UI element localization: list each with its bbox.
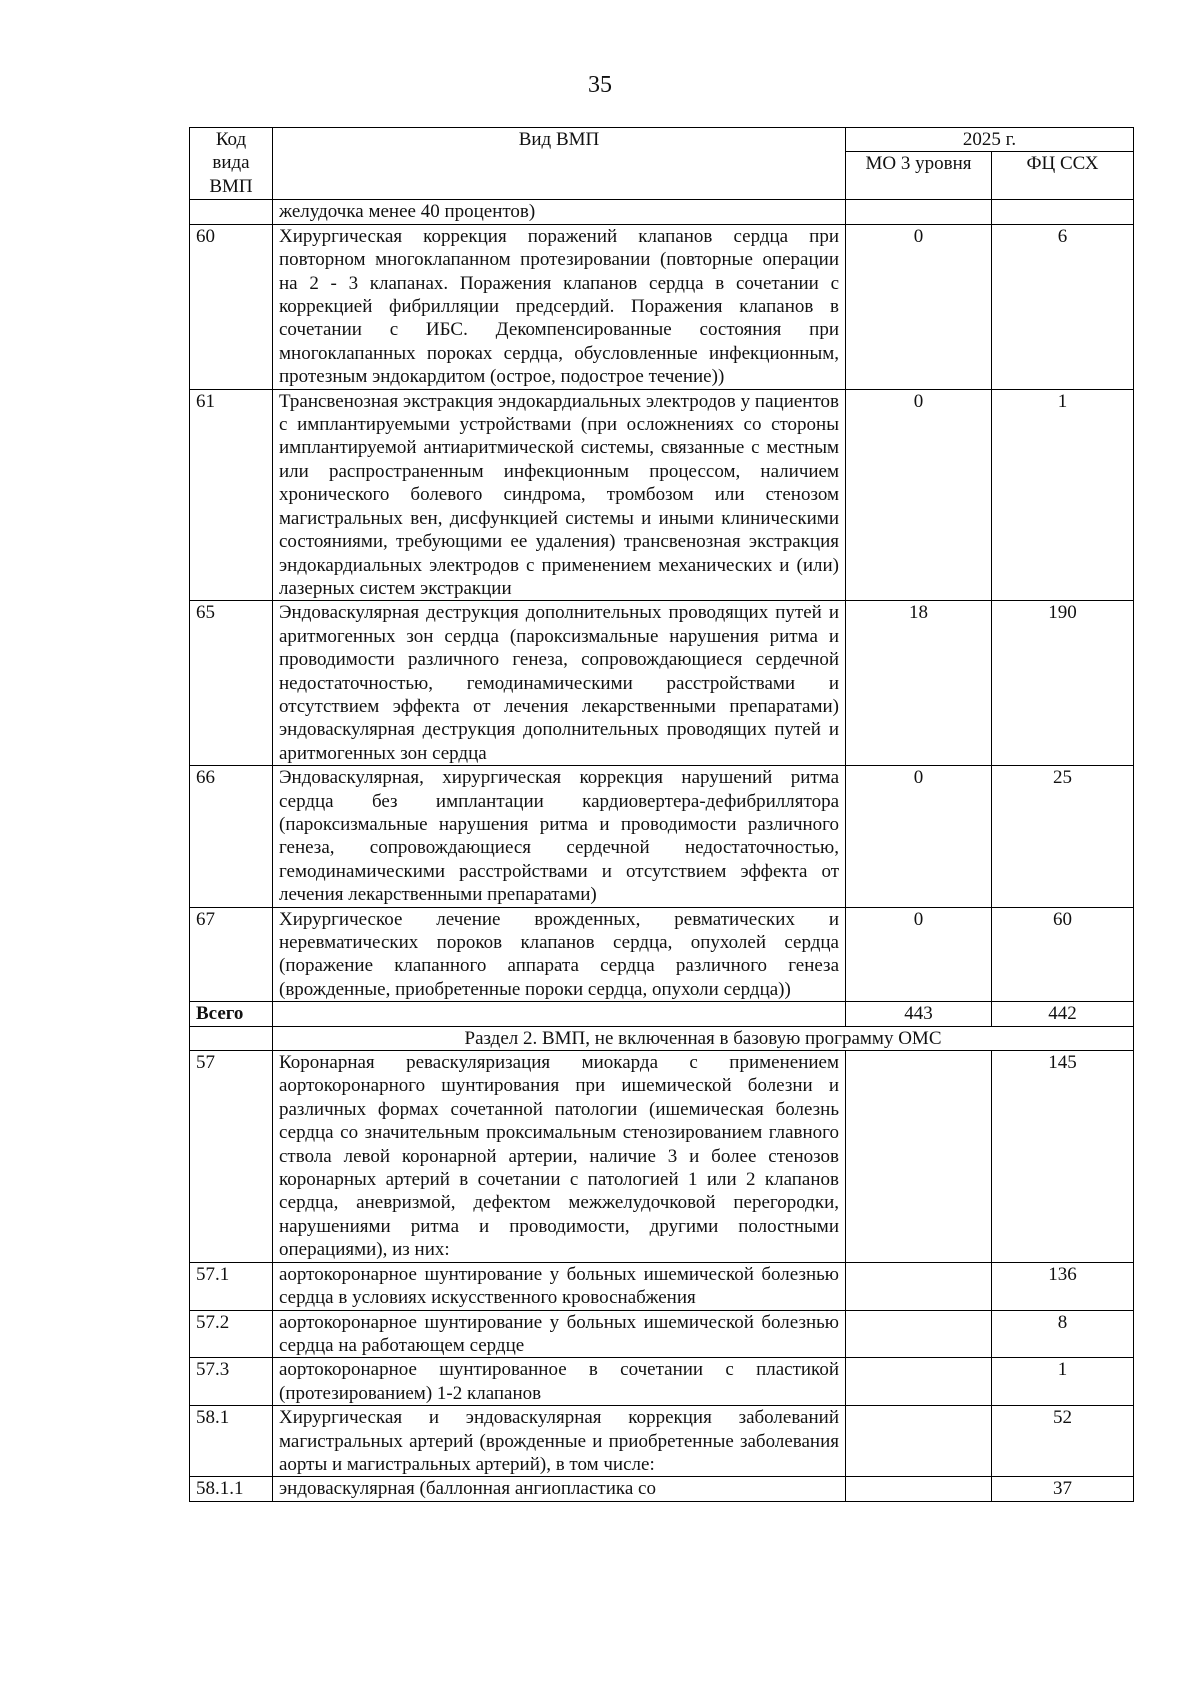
row-fc: 37 <box>992 1477 1134 1501</box>
page-number: 35 <box>588 72 612 98</box>
row-mo <box>846 1406 992 1477</box>
row-code: 58.1 <box>190 1406 273 1477</box>
header-fc: ФЦ ССХ <box>992 152 1134 200</box>
row-mo <box>846 1051 992 1263</box>
row-mo: 0 <box>846 766 992 907</box>
header-mo: МО 3 уровня <box>846 152 992 200</box>
row-fc: 25 <box>992 766 1134 907</box>
table-row <box>190 907 1134 1002</box>
row-fc: 6 <box>992 224 1134 389</box>
row-mo <box>846 1358 992 1406</box>
row-code: 58.1.1 <box>190 1477 273 1501</box>
row-mo: 0 <box>846 224 992 389</box>
row-mo <box>846 1310 992 1358</box>
row-code: 66 <box>190 766 273 907</box>
row-name: Хирургическая коррекция поражений клапанов сердца при повторном многоклапанном протезировании (повторные операции на 2 - 3 клапанах. Поражения клапанов сердца в сочетании с коррекцией фибрилляции предсердий. Поражения клапанов в сочетании с ИБС. Декомпенсированные состояния при многоклапанных пороках сердца, обусловленные инфекционным, протезным эндокардитом (острое, подострое течение)) <box>273 224 846 389</box>
table-row <box>190 1358 1134 1406</box>
row-name: аортокоронарное шунтирование у больных ишемической болезнью сердца в условиях искусственного кровоснабжения <box>273 1262 846 1310</box>
table-row <box>190 224 1134 389</box>
row-fc: 60 <box>992 907 1134 1002</box>
total-fc: 442 <box>992 1002 1134 1026</box>
row-name: Эндоваскулярная, хирургическая коррекция нарушений ритма сердца без имплантации кардиовертера-дефибриллятора (пароксизмальные нарушения ритма и проводимости различного генеза, сопровождающиеся сердечной недостаточностью, гемодинамическими расстройствами и отсутствием эффекта от лечения лекарственными препаратами) <box>273 766 846 907</box>
row-mo: 18 <box>846 601 992 766</box>
total-row <box>190 1002 1134 1026</box>
row-fc: 8 <box>992 1310 1134 1358</box>
section-title: Раздел 2. ВМП, не включенная в базовую программу ОМС <box>273 1026 1134 1050</box>
table-row <box>190 1310 1134 1358</box>
row-code: 61 <box>190 389 273 601</box>
header-year: 2025 г. <box>846 128 1134 152</box>
table-row <box>190 1477 1134 1501</box>
vmp-table <box>189 127 1134 1502</box>
row-code: 67 <box>190 907 273 1002</box>
row-fc: 190 <box>992 601 1134 766</box>
row-code: 60 <box>190 224 273 389</box>
section-spacer <box>190 1026 273 1050</box>
row-name: эндоваскулярная (баллонная ангиопластика со <box>273 1477 846 1501</box>
row-fc: 52 <box>992 1406 1134 1477</box>
header-name: Вид ВМП <box>273 128 846 200</box>
row-name: Эндоваскулярная деструкция дополнительных проводящих путей и аритмогенных зон сердца (пароксизмальные нарушения ритма и проводимости различного генеза, сопровождающиеся сердечной недостаточностью, гемодинамическими расстройствами и отсутствием эффекта от лечения лекарственными препаратами) эндоваскулярная деструкция дополнительных проводящих путей и аритмогенных зон сердца <box>273 601 846 766</box>
row-fc: 1 <box>992 389 1134 601</box>
row-name: Трансвенозная экстракция эндокардиальных электродов у пациентов с имплантируемыми устройствами (при осложнениях со стороны имплантируемой антиаритмической системы, связанные с местным или распространенным инфекционным процессом, наличием хронического болевого синдрома, тромбозом или стенозом магистральных вен, дисфункцией системы и иными клиническими состояниями, требующими ее удаления) трансвенозная экстракция эндокардиальных электродов с применением механических и (или) лазерных систем экстракции <box>273 389 846 601</box>
total-label: Всего <box>190 1002 273 1026</box>
header-code: Код вида ВМП <box>190 128 273 200</box>
continuation-row <box>190 200 1134 224</box>
row-name: Хирургическая и эндоваскулярная коррекция заболеваний магистральных артерий (врожденные и приобретенные заболевания аорты и магистральных артерий), в том числе: <box>273 1406 846 1477</box>
continuation-fc <box>992 200 1134 224</box>
table-row <box>190 601 1134 766</box>
table-row <box>190 766 1134 907</box>
row-name: Коронарная реваскуляризация миокарда с применением аортокоронарного шунтирования при ишемической болезни и различных формах сочетанной патологии (ишемическая болезнь сердца со значительным проксимальным стенозированием главного ствола левой коронарной артерии, наличие 3 и более стенозов коронарных артерий в сочетании с патологией 1 или 2 клапанов сердца, аневризмой, дефектом межжелудочковой перегородки, нарушениями ритма и проводимости, другими полостными операциями), из них: <box>273 1051 846 1263</box>
continuation-code <box>190 200 273 224</box>
row-name: аортокоронарное шунтированное в сочетании с пластикой (протезированием) 1-2 клапанов <box>273 1358 846 1406</box>
row-code: 65 <box>190 601 273 766</box>
total-mo: 443 <box>846 1002 992 1026</box>
row-fc: 136 <box>992 1262 1134 1310</box>
continuation-text: желудочка менее 40 процентов) <box>273 200 846 224</box>
section-row <box>190 1026 1134 1050</box>
row-fc: 145 <box>992 1051 1134 1263</box>
row-name: аортокоронарное шунтирование у больных ишемической болезнью сердца на работающем сердце <box>273 1310 846 1358</box>
continuation-mo <box>846 200 992 224</box>
table-row <box>190 1051 1134 1263</box>
row-fc: 1 <box>992 1358 1134 1406</box>
row-mo: 0 <box>846 389 992 601</box>
row-code: 57.3 <box>190 1358 273 1406</box>
table-row <box>190 389 1134 601</box>
header-row <box>190 128 1134 152</box>
table-row <box>190 1406 1134 1477</box>
row-mo <box>846 1477 992 1501</box>
table-row <box>190 1262 1134 1310</box>
total-spacer <box>273 1002 846 1026</box>
row-name: Хирургическое лечение врожденных, ревматических и неревматических пороков клапанов сердца, опухолей сердца (поражение клапанного аппарата сердца различного генеза (врожденные, приобретенные пороки сердца, опухоли сердца)) <box>273 907 846 1002</box>
row-mo: 0 <box>846 907 992 1002</box>
row-code: 57.2 <box>190 1310 273 1358</box>
row-mo <box>846 1262 992 1310</box>
row-code: 57 <box>190 1051 273 1263</box>
row-code: 57.1 <box>190 1262 273 1310</box>
